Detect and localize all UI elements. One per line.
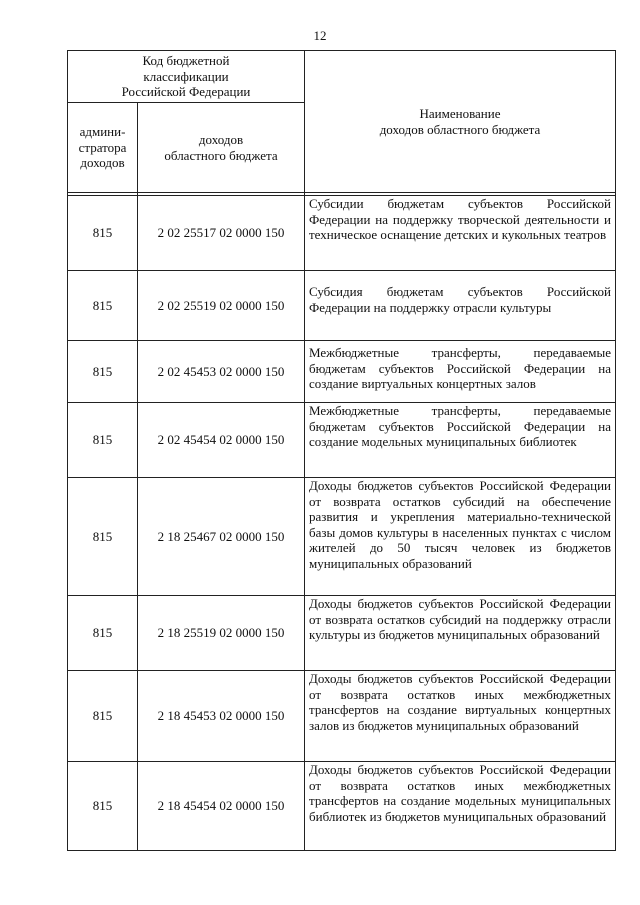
- income-name-text: Субсидия бюджетам субъектов Российской Федерации на поддержку отрасли культуры: [309, 284, 611, 315]
- income-name: [305, 671, 616, 762]
- income-name: [305, 478, 616, 596]
- income-code: 2 02 25517 02 0000 150: [138, 196, 305, 271]
- table-row: [68, 196, 616, 271]
- admin-code: 815: [68, 478, 138, 596]
- income-code: 2 18 25467 02 0000 150: [138, 478, 305, 596]
- table-row: [68, 671, 616, 762]
- income-code: 2 02 25519 02 0000 150: [138, 271, 305, 341]
- header-administrator: админи- стратора доходов: [68, 103, 138, 193]
- income-name-text: Субсидии бюджетам субъектов Российской Федерации на поддержку творческой деятельности и техническое оснащение детских и кукольных театров: [309, 196, 611, 242]
- table-row: [68, 271, 616, 341]
- income-name-text: Доходы бюджетов субъектов Российской Федерации от возврата остатков иных межбюджетных трансфертов на создание виртуальных концертных залов из бюджетов муниципальных образований: [309, 671, 611, 733]
- income-name: [305, 271, 616, 341]
- admin-code: 815: [68, 671, 138, 762]
- income-name-text: Доходы бюджетов субъектов Российской Федерации от возврата остатков субсидий на поддержку отрасли культуры из бюджетов муниципальных образований: [309, 596, 611, 642]
- header-income-name: Наименование доходов областного бюджета: [305, 51, 616, 193]
- income-name: [305, 596, 616, 671]
- income-code: 2 18 45454 02 0000 150: [138, 762, 305, 851]
- admin-code: 815: [68, 341, 138, 403]
- admin-code: 815: [68, 403, 138, 478]
- admin-code: 815: [68, 762, 138, 851]
- page-number: 12: [313, 28, 327, 43]
- income-code: 2 18 45453 02 0000 150: [138, 671, 305, 762]
- admin-code: 815: [68, 196, 138, 271]
- income-name: [305, 762, 616, 851]
- table-row: [68, 762, 616, 851]
- income-code: 2 02 45453 02 0000 150: [138, 341, 305, 403]
- table-row: [68, 596, 616, 671]
- income-name-text: Доходы бюджетов субъектов Российской Федерации от возврата остатков субсидий на обеспечение развития и укрепления материально-технической базы домов культуры в населенных пунктах с числом жителей до 50 тысяч человек из бюджетов муниципальных образований: [309, 478, 611, 571]
- table-row: [68, 341, 616, 403]
- header-income-code: доходов областного бюджета: [138, 103, 305, 193]
- header-classification-group: Код бюджетной классификации Российской Федерации: [68, 51, 305, 103]
- table-row: [68, 478, 616, 596]
- income-code: 2 02 45454 02 0000 150: [138, 403, 305, 478]
- income-code: 2 18 25519 02 0000 150: [138, 596, 305, 671]
- budget-income-table: [67, 50, 616, 851]
- income-name: [305, 341, 616, 403]
- table-row: [68, 403, 616, 478]
- income-name-text: Межбюджетные трансферты, передаваемые бюджетам субъектов Российской Федерации на создание модельных муниципальных библиотек: [309, 403, 611, 449]
- income-name: [305, 196, 616, 271]
- admin-code: 815: [68, 271, 138, 341]
- income-name-text: Доходы бюджетов субъектов Российской Федерации от возврата остатков иных межбюджетных трансфертов на создание модельных муниципальных библиотек из бюджетов муниципальных образований: [309, 762, 611, 824]
- income-name: [305, 403, 616, 478]
- admin-code: 815: [68, 596, 138, 671]
- income-name-text: Межбюджетные трансферты, передаваемые бюджетам субъектов Российской Федерации на создание виртуальных концертных залов: [309, 345, 611, 391]
